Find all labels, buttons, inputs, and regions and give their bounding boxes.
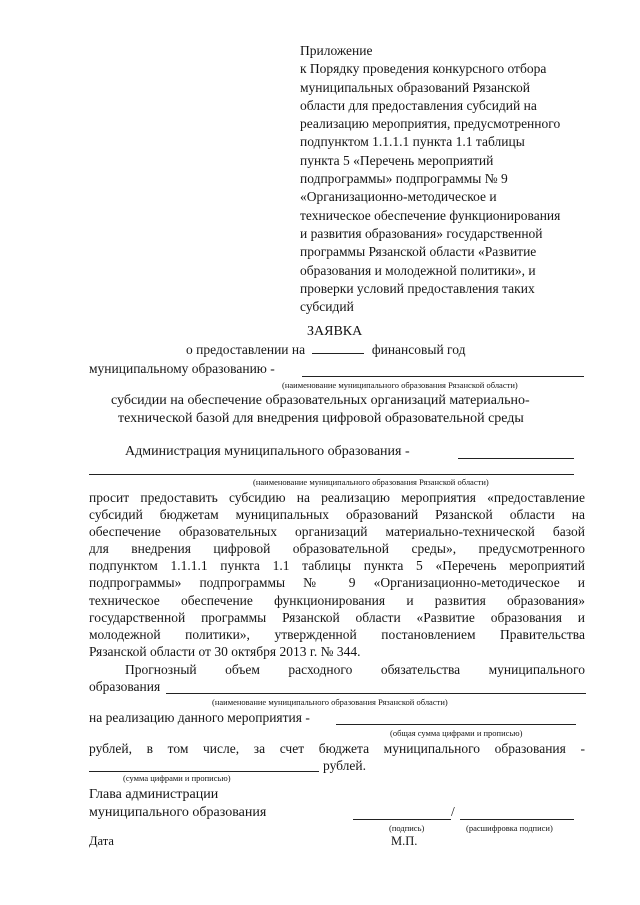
caption-signature-decode: (расшифровка подписи): [466, 823, 553, 833]
stamp-label: М.П.: [391, 834, 418, 848]
header-line-1-after: финансовый год: [371, 342, 466, 357]
appendix-line: и развития образования» государственной: [300, 225, 543, 241]
body-line: подпунктом 1.1.1.1 пункта 1.1 таблицы пункта 5 «Перечень мероприятий: [89, 558, 585, 574]
forecast-line-4: рублей, в том числе, за счет бюджета муниципального образования -: [89, 741, 585, 756]
mo-name-blank[interactable]: [302, 376, 584, 377]
mo-budget-sum-blank[interactable]: [89, 771, 319, 772]
forecast-line-2-label: образования: [89, 679, 161, 694]
signature-slash: /: [451, 804, 455, 819]
date-label: Дата: [89, 834, 114, 848]
appendix-line: субсидий: [300, 299, 354, 315]
header-line-2: муниципальному образованию -: [89, 361, 275, 376]
forecast-line-1: Прогнозный объем расходного обязательства муниципального: [125, 662, 585, 677]
forecast-line-4-wrap: [89, 740, 585, 757]
body-line: субсидий бюджетам муниципальных образований Рязанской области на: [89, 507, 585, 523]
forecast-line-5-after: рублей.: [323, 758, 367, 773]
total-sum-blank[interactable]: [336, 724, 576, 725]
forecast-mo-blank[interactable]: [166, 693, 586, 694]
appendix-line: муниципальных образований Рязанской: [300, 79, 531, 95]
forecast-line-1-wrap: [125, 661, 585, 678]
appendix-line: области для предоставления субсидий на: [300, 97, 537, 113]
subsidy-line-2: технической базой для внедрения цифровой образовательной среды: [118, 411, 524, 426]
body-line: обеспечение образовательных организаций материально-технической базой: [89, 524, 585, 540]
body-line: просит предоставить субсидию на реализацию мероприятия «предоставление: [89, 490, 585, 505]
caption-budget-sum: (сумма цифрами и прописью): [123, 773, 231, 783]
subsidy-line-1: субсидии на обеспечение образовательных организаций материально-: [111, 393, 530, 408]
appendix-line: техническое обеспечение функционирования: [300, 207, 561, 223]
appendix-line: проверки условий предоставления таких: [300, 280, 535, 296]
caption-signature: (подпись): [389, 823, 425, 833]
appendix-line: реализацию мероприятия, предусмотренного: [300, 116, 561, 132]
body-line: для внедрения цифровой образовательной среды», предусмотренного: [89, 541, 585, 557]
body-line: молодежной политики», утвержденной постановлением Правительства: [89, 626, 585, 642]
appendix-line: к Порядку проведения конкурсного отбора: [300, 61, 547, 77]
signature-blank[interactable]: [353, 819, 451, 820]
admin-name-blank-1[interactable]: [458, 458, 574, 459]
appendix-block: [300, 42, 600, 316]
appendix-line: образования и молодежной политики», и: [300, 262, 536, 278]
body-paragraph: [89, 489, 585, 660]
caption-total-sum: (общая сумма цифрами и прописью): [390, 728, 523, 738]
caption-admin-name: (наименование муниципального образования Рязанской области): [253, 477, 489, 487]
caption-mo-name: (наименование муниципального образования Рязанской области): [282, 380, 518, 390]
body-line: подпрограммы» подпрограммы № 9 «Организационно-методическое и: [89, 575, 585, 591]
admin-name-blank-2[interactable]: [89, 474, 574, 475]
signature-decode-blank[interactable]: [460, 819, 574, 820]
document-title: ЗАЯВКА: [307, 324, 363, 339]
body-line: государственной программы Рязанской области «Развитие образования и: [89, 609, 585, 625]
appendix-line: «Организационно-методическое и: [300, 189, 497, 205]
forecast-line-3-label: на реализацию данного мероприятия -: [89, 710, 310, 725]
appendix-line: Приложение: [300, 43, 373, 58]
appendix-line: пункта 5 «Перечень мероприятий: [300, 152, 494, 168]
body-line: Рязанской области от 30 октября 2013 г. № 344.: [89, 643, 361, 659]
appendix-line: подпунктом 1.1.1.1 пункта 1.1 таблицы: [300, 134, 525, 150]
admin-line: Администрация муниципального образования -: [125, 444, 410, 459]
year-blank[interactable]: [312, 341, 364, 354]
appendix-line: программы Рязанской области «Развитие: [300, 244, 537, 260]
signature-title-line-1: Глава администрации: [89, 787, 219, 802]
signature-title-line-2: муниципального образования: [89, 805, 267, 820]
header-line-1: [186, 341, 466, 359]
header-line-1-before: о предоставлении на: [186, 342, 306, 357]
appendix-line: подпрограммы» подпрограммы № 9: [300, 171, 508, 187]
body-line: техническое обеспечение функционирования и развития образования»: [89, 592, 585, 608]
caption-forecast-mo: (наименование муниципального образования Рязанской области): [212, 697, 448, 707]
